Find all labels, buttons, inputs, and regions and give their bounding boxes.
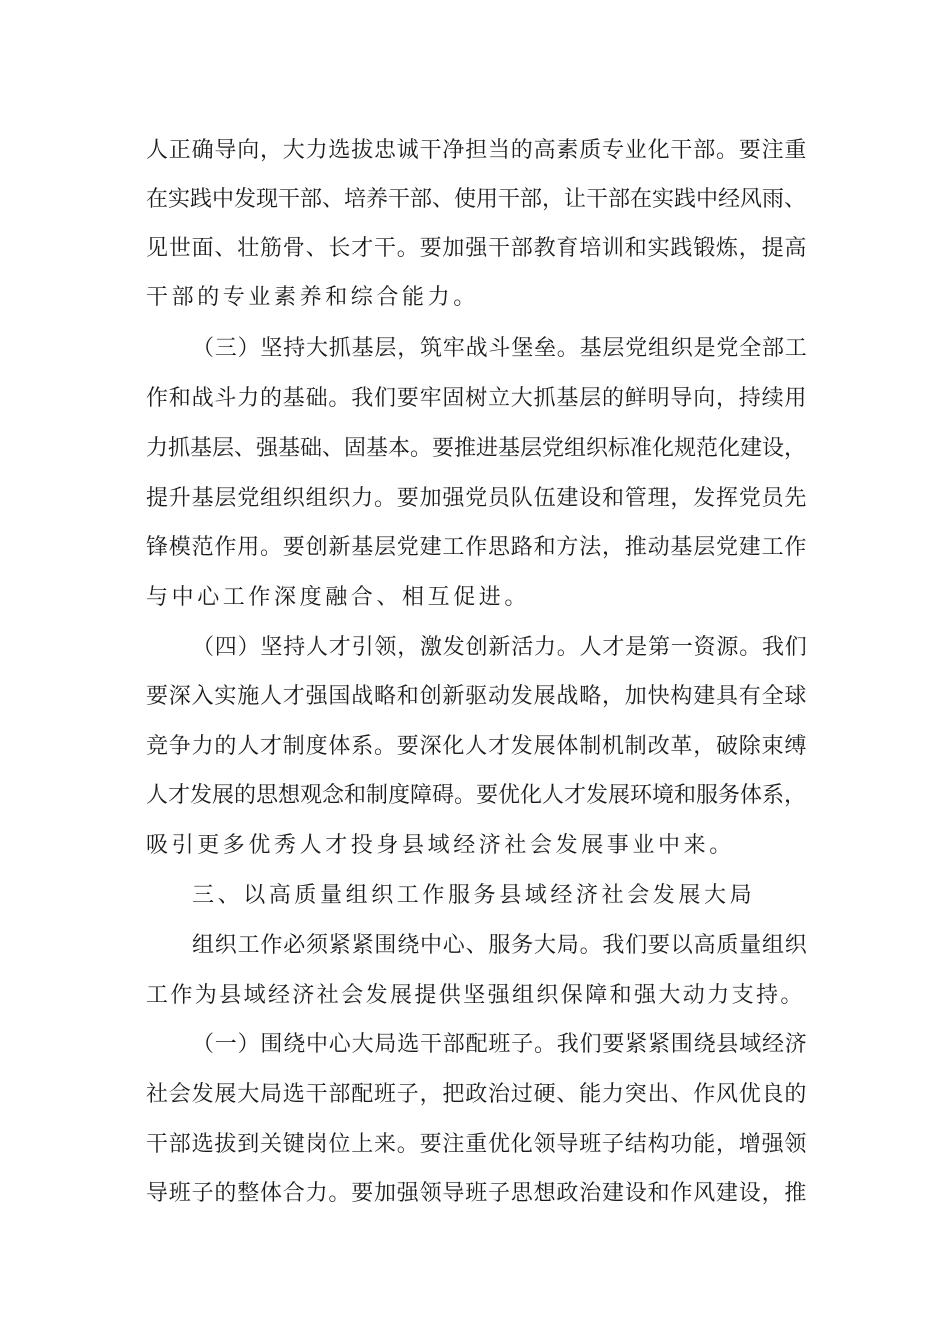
text-line-6: 作和战斗力的基础。我们要牢固树立大抓基层的鲜明导向，持续用 (146, 386, 808, 411)
text-line-21: 干部选拔到关键岗位上来。要注重优化领导班子结构功能，增强领 (146, 1132, 808, 1157)
text-line-22: 导班子的整体合力。要加强领导班子思想政治建设和作风建设，推 (146, 1181, 808, 1206)
text-line-8: 提升基层党组织组织力。要加强党员队伍建设和管理，发挥党员先 (146, 486, 808, 511)
paragraph-heading-4: （四）坚持人才引领，激发创新活力。人才是第一资源。我们 (192, 635, 808, 660)
text-line-14: 人才发展的思想观念和制度障碍。要优化人才发展环境和服务体系， (146, 783, 807, 808)
text-line-1: 人正确导向，大力选拔忠诚干净担当的高素质专业化干部。要注重 (146, 138, 808, 163)
text-line-9: 锋模范作用。要创新基层党建工作思路和方法，推动基层党建工作 (146, 535, 808, 560)
paragraph-heading-1: （一）围绕中心大局选干部配班子。我们要紧紧围绕县域经济 (192, 1032, 808, 1057)
text-line-13: 竞争力的人才制度体系。要深化人才发展体制机制改革，破除束缚 (146, 734, 808, 759)
text-line-12: 要深入实施人才强国战略和创新驱动发展战略，加快构建具有全球 (146, 684, 808, 709)
text-line-18: 工作为县域经济社会发展提供坚强组织保障和强大动力支持。 (146, 983, 805, 1008)
text-line-3: 见世面、壮筋骨、长才干。要加强干部教育培训和实践锻炼，提高 (146, 236, 808, 261)
text-line-15: 吸引更多优秀人才投身县域经济社会发展事业中来。 (146, 833, 735, 858)
text-line-7: 力抓基层、强基础、固基本。要推进基层党组织标准化规范化建设， (146, 436, 807, 461)
section-heading-3: 三、以高质量组织工作服务县域经济社会发展大局 (192, 883, 756, 908)
paragraph-heading-3: （三）坚持大抓基层，筑牢战斗堡垒。基层党组织是党全部工 (192, 336, 808, 361)
text-line-10: 与中心工作深度融合、相互促进。 (146, 585, 531, 610)
text-line-2: 在实践中发现干部、培养干部、使用干部，让干部在实践中经风雨、 (146, 187, 807, 212)
text-line-17: 组织工作必须紧紧围绕中心、服务大局。我们要以高质量组织 (192, 933, 808, 958)
text-line-4: 干部的专业素养和综合能力。 (146, 285, 479, 310)
text-line-20: 社会发展大局选干部配班子，把政治过硬、能力突出、作风优良的 (146, 1082, 808, 1107)
